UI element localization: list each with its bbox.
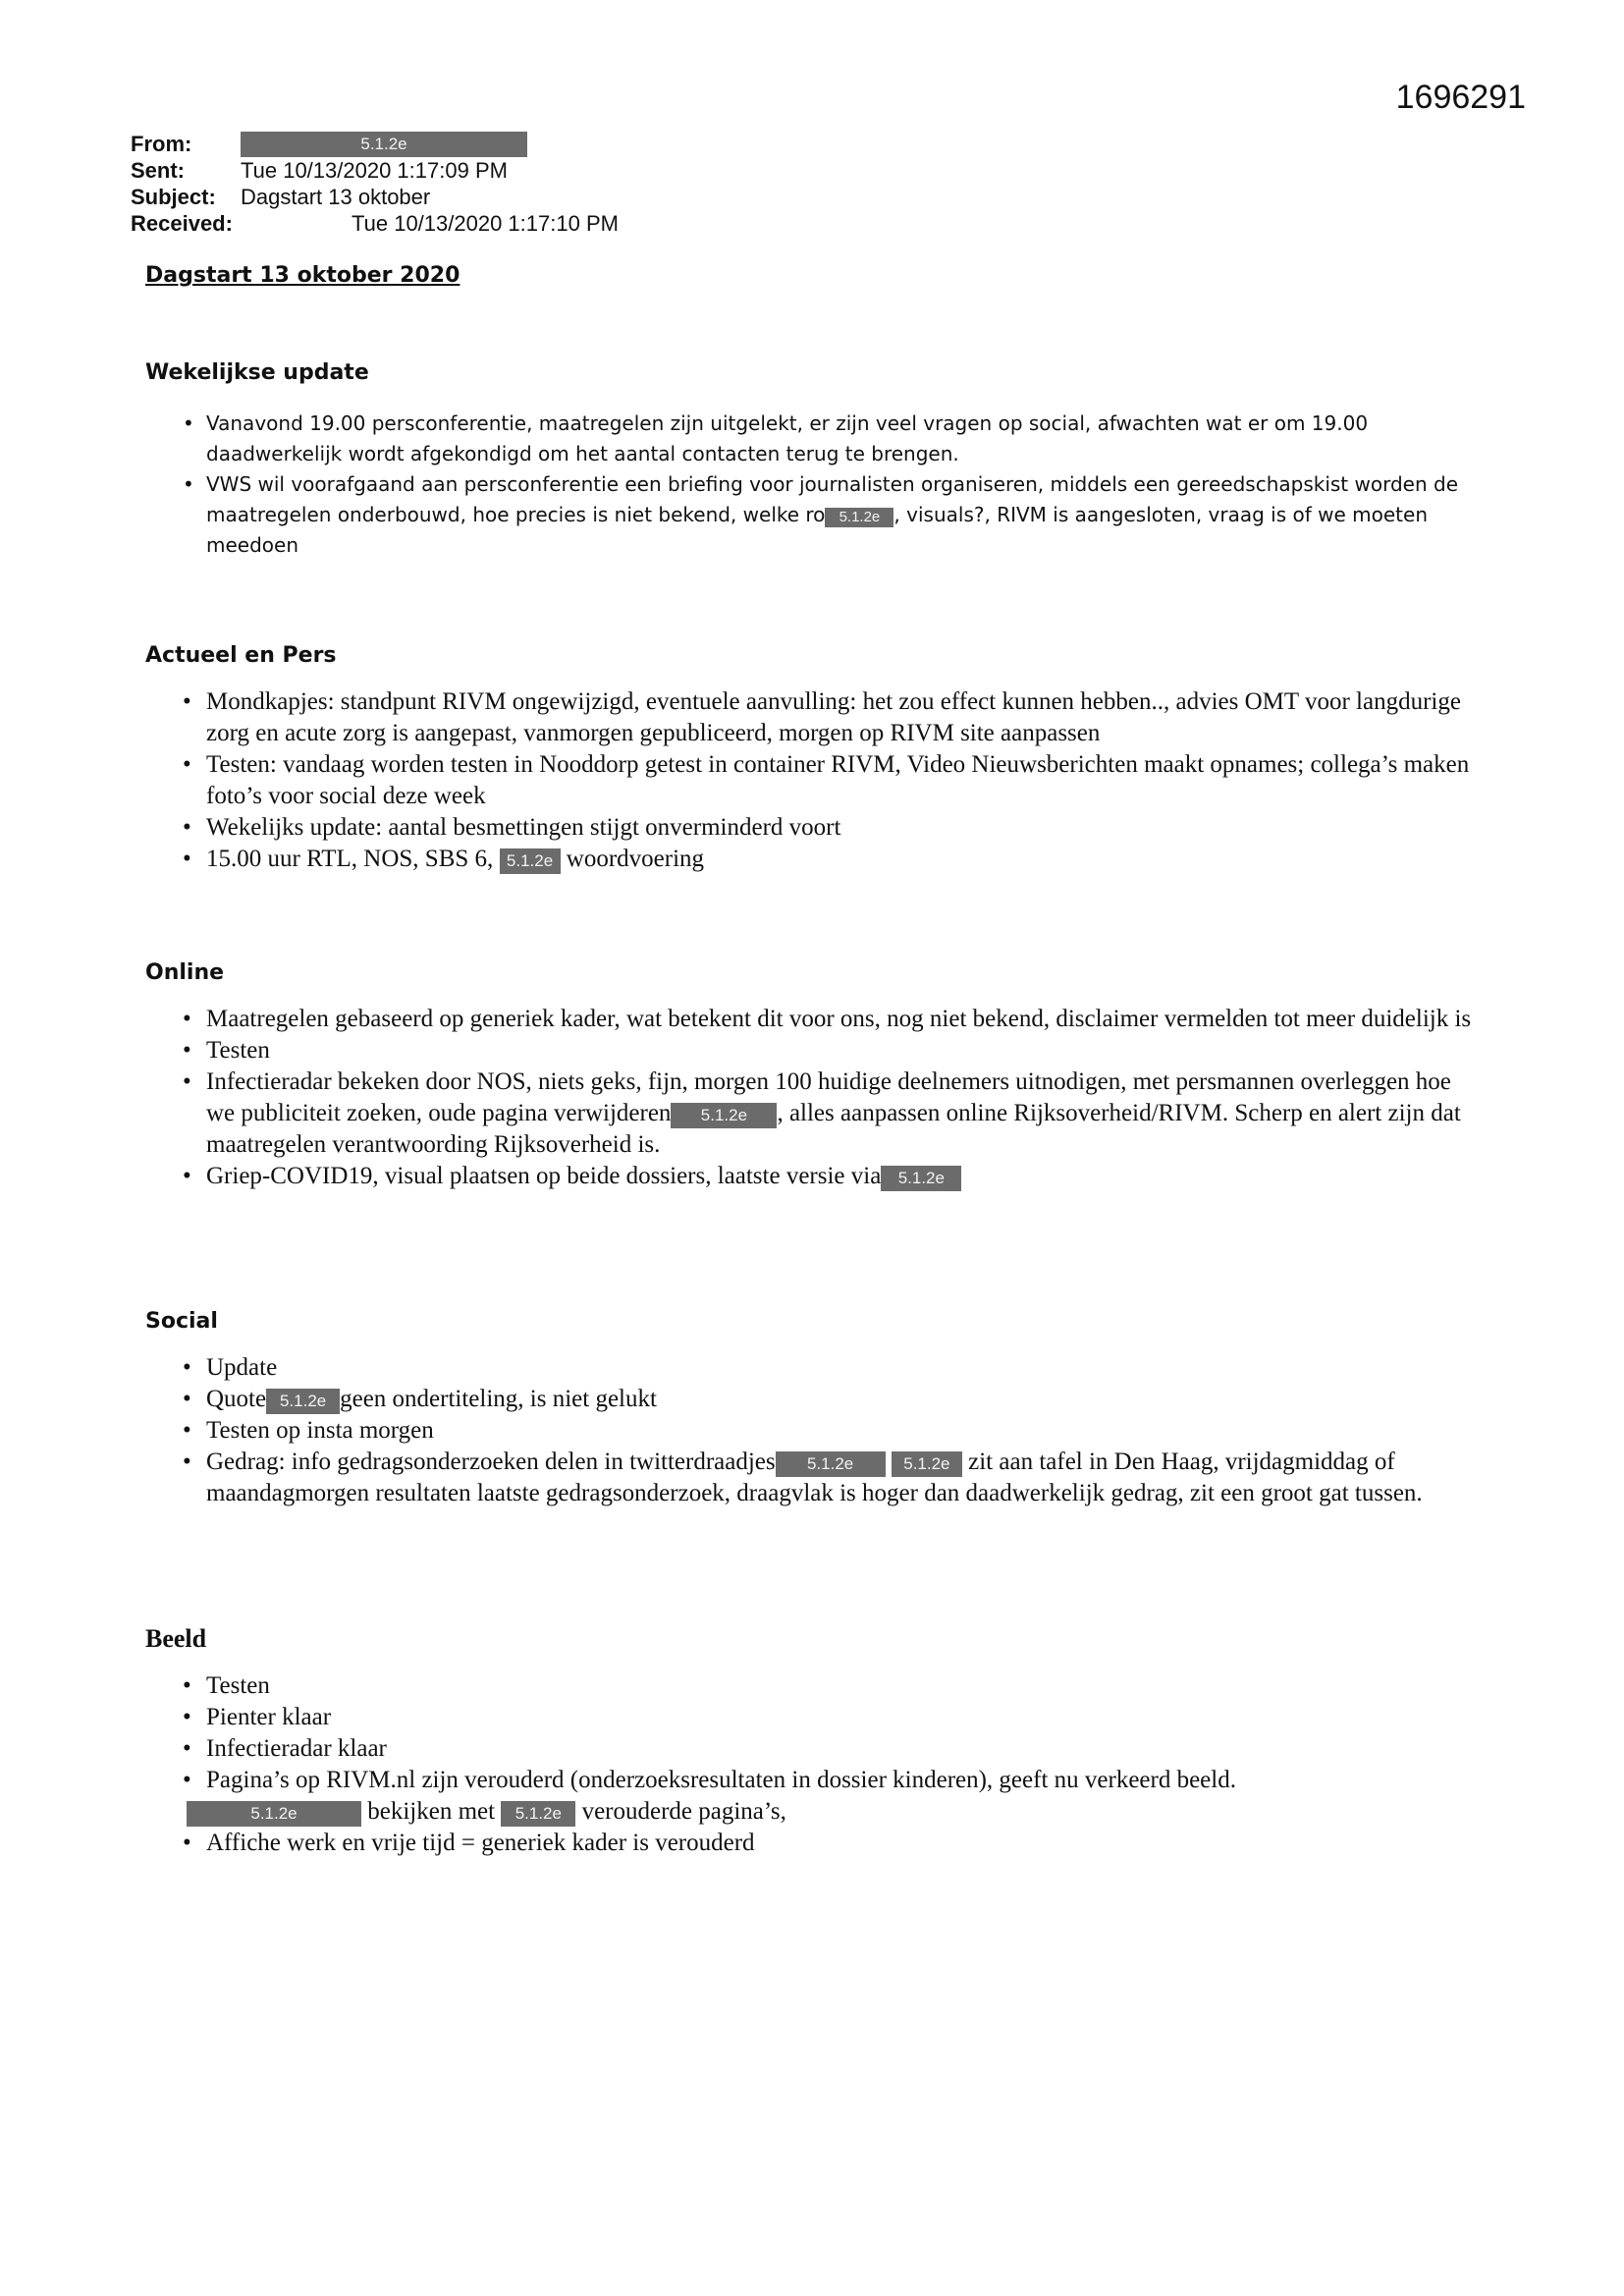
list-item (206, 1733, 1473, 1765)
document-number: 1696291 (1395, 79, 1526, 116)
item-text: verouderde pagina’s, (581, 1798, 786, 1825)
list-item (206, 1702, 1473, 1733)
item-text: Update (206, 1354, 278, 1381)
redaction-box: 5.1.2e (892, 1451, 962, 1477)
item-text: Testen (206, 1672, 270, 1699)
from-label: From: (131, 132, 192, 156)
item-text: , visuals?, RIVM is aangesloten, vraag is of we moeten meedoen (206, 503, 1429, 557)
subject-value: Dagstart 13 oktober (241, 185, 431, 209)
list-item (206, 749, 1483, 812)
item-text: Pagina’s op RIVM.nl zijn verouderd (onderzoeksresultaten in dossier kinderen), geeft nu verkeerd beeld. (206, 1767, 1236, 1793)
item-text: Testen (206, 1037, 270, 1064)
redaction-box: 5.1.2e (501, 1801, 575, 1827)
list-social (206, 1352, 1473, 1509)
list-actueel (206, 686, 1483, 875)
section-heading-online: Online (145, 960, 225, 985)
item-text: Griep-COVID19, visual plaatsen op beide dossiers, laatste versie via (206, 1163, 882, 1189)
item-text: Testen: vandaag worden testen in Nooddorp getest in container RIVM, Video Nieuwsberichten maakt opnames; collega’s maken foto’s voor social deze week (206, 751, 1470, 809)
redaction-box: 5.1.2e (825, 508, 893, 527)
item-text: VWS wil voorafgaand aan persconferentie een briefing voor journalisten organiseren, middels een gereedschapskist worden de maatregelen onderbouwd, hoe precies is niet bekend, welke ro (206, 472, 1458, 526)
item-text: Maatregelen gebaseerd op generiek kader, wat betekent dit voor ons, nog niet bekend, disclaimer vermelden tot meer duidelijk is (206, 1006, 1472, 1032)
redaction-box: 5.1.2e (241, 132, 527, 157)
list-item (206, 812, 1483, 844)
item-text: 15.00 uur RTL, NOS, SBS 6, (206, 846, 494, 872)
item-text: Infectieradar bekeken door NOS, niets geks, fijn, morgen 100 huidige deelnemers uitnodigen, met persmannen overleggen hoe we publiciteit zoeken, oude pagina verwijderen (206, 1068, 1451, 1126)
sent-label: Sent: (131, 158, 185, 183)
item-text: Testen op insta morgen (206, 1417, 434, 1444)
redaction-box: 5.1.2e (266, 1389, 340, 1414)
redaction-box: 5.1.2e (500, 848, 561, 874)
list-item (206, 1765, 1473, 1828)
item-text: Vanavond 19.00 persconferentie, maatregelen zijn uitgelekt, er zijn veel vragen op social, afwachten wat er om 19.00 daadwerkelijk wordt afgekondigd om het aantal contacten terug te brengen. (206, 411, 1369, 465)
list-beeld (206, 1670, 1473, 1859)
list-item (206, 1066, 1473, 1161)
list-item (206, 844, 1483, 875)
list-online (206, 1004, 1473, 1192)
redaction-box: 5.1.2e (776, 1451, 886, 1477)
item-text: zit aan tafel in Den Haag, vrijdagmiddag of maandagmorgen resultaten laatste gedragsonderzoek, draagvlak is hoger dan daadwerkelijk gedrag, zit een groot gat tussen. (206, 1449, 1423, 1506)
document-title: Dagstart 13 oktober 2020 (145, 263, 460, 288)
list-item (206, 409, 1473, 469)
list-item (206, 1004, 1473, 1035)
item-text: Affiche werk en vrije tijd = generiek kader is verouderd (206, 1830, 755, 1856)
sent-value: Tue 10/13/2020 1:17:09 PM (241, 158, 508, 183)
received-value: Tue 10/13/2020 1:17:10 PM (352, 211, 619, 236)
received-label: Received: (131, 211, 233, 236)
section-heading-actueel: Actueel en Pers (145, 643, 337, 668)
section-heading-beeld: Beeld (145, 1624, 207, 1653)
list-item (206, 1415, 1473, 1447)
item-text: Quote (206, 1386, 267, 1412)
item-text: woordvoering (566, 846, 705, 872)
redaction-box: 5.1.2e (187, 1801, 361, 1827)
item-text: Pienter klaar (206, 1704, 332, 1730)
list-item (206, 1447, 1473, 1509)
list-item (206, 469, 1473, 561)
list-item (206, 1828, 1473, 1859)
item-text: bekijken met (367, 1798, 496, 1825)
item-text: Infectieradar klaar (206, 1735, 387, 1762)
section-heading-social: Social (145, 1309, 218, 1334)
item-text: Wekelijks update: aantal besmettingen stijgt onverminderd voort (206, 814, 841, 841)
redaction-box: 5.1.2e (881, 1166, 961, 1191)
list-item (206, 1352, 1473, 1384)
list-item (206, 686, 1483, 749)
subject-label: Subject: (131, 185, 216, 209)
list-wekelijks (206, 409, 1473, 561)
list-item (206, 1670, 1473, 1702)
section-heading-wekelijks: Wekelijkse update (145, 360, 369, 385)
item-text: , alles aanpassen online Rijksoverheid/RIVM. Scherp en alert zijn dat maatregelen verantwoording Rijksoverheid is. (206, 1100, 1461, 1158)
item-text: Gedrag: info gedragsonderzoeken delen in twitterdraadjes (206, 1449, 776, 1475)
list-item (206, 1035, 1473, 1066)
redaction-box: 5.1.2e (671, 1103, 777, 1128)
list-item (206, 1384, 1473, 1415)
list-item (206, 1161, 1473, 1192)
item-text: Mondkapjes: standpunt RIVM ongewijzigd, eventuele aanvulling: het zou effect kunnen hebben.., advies OMT voor langdurige zorg en acute zorg is aangepast, vanmorgen gepubliceerd, morgen op RIVM site aanpassen (206, 688, 1461, 746)
item-text: geen ondertiteling, is niet gelukt (340, 1386, 657, 1412)
